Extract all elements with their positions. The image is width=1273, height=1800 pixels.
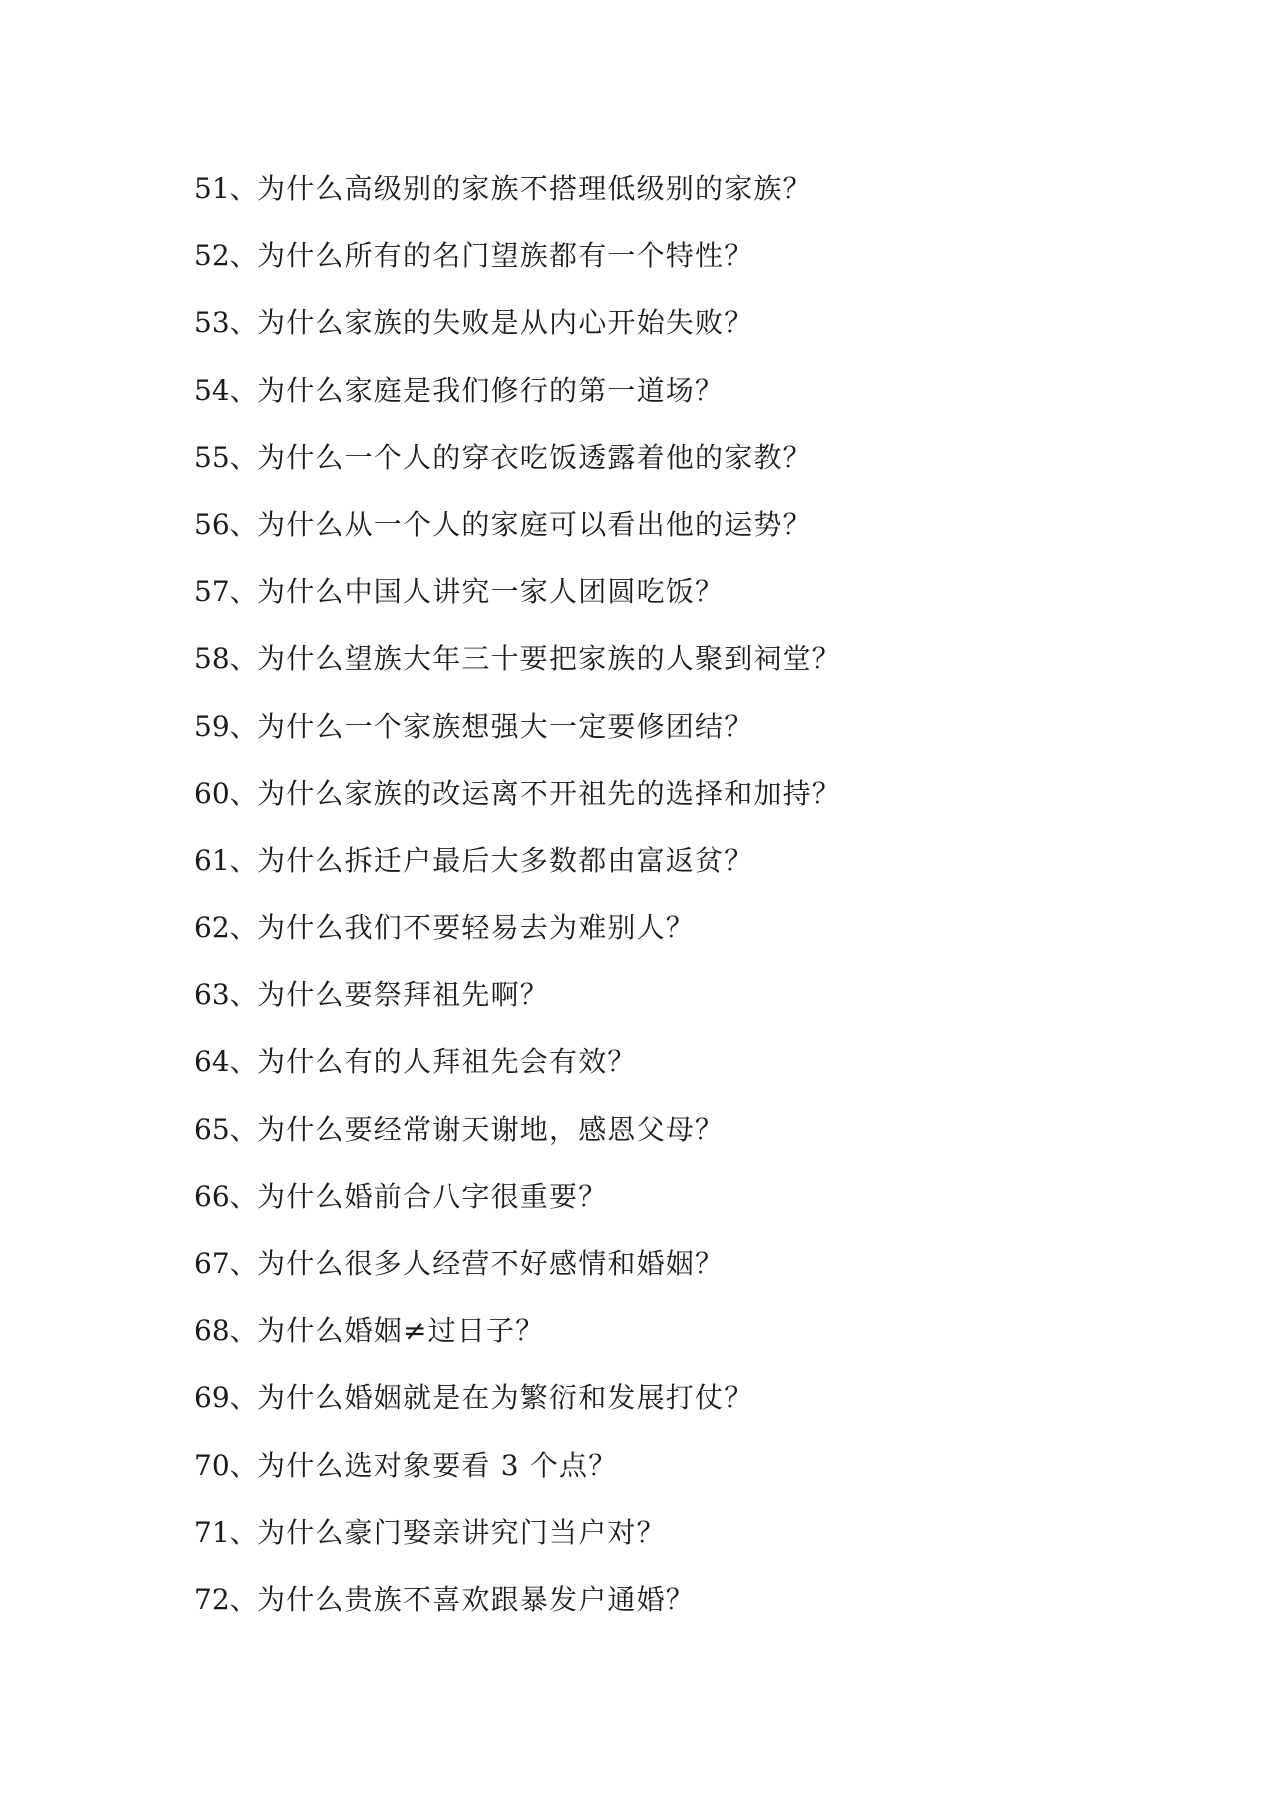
item-text: 为什么家族的失败是从内心开始失败？ [257, 306, 754, 340]
item-number: 68、 [194, 1314, 258, 1348]
item-text: 为什么要经常谢天谢地，感恩父母？ [257, 1112, 725, 1146]
list-item [194, 222, 1194, 289]
item-text: 为什么选对象要看 3 个点？ [257, 1448, 618, 1482]
list-item [194, 1499, 1194, 1566]
item-number: 54、 [194, 373, 258, 407]
item-text: 为什么拆迁户最后大多数都由富返贫？ [257, 843, 754, 877]
list-item [194, 1297, 1194, 1364]
item-number: 69、 [194, 1381, 258, 1415]
question-list [194, 155, 1194, 1633]
item-number: 53、 [194, 306, 258, 340]
list-item [194, 693, 1194, 760]
item-number: 56、 [194, 507, 258, 541]
item-number: 55、 [194, 440, 258, 474]
list-item [194, 1096, 1194, 1163]
item-text: 为什么一个人的穿衣吃饭透露着他的家教？ [257, 440, 812, 474]
list-item [194, 1566, 1194, 1633]
item-number: 70、 [194, 1448, 258, 1482]
item-number: 62、 [194, 911, 258, 945]
item-text: 为什么贵族不喜欢跟暴发户通婚？ [257, 1582, 696, 1616]
item-text: 为什么家庭是我们修行的第一道场？ [257, 373, 725, 407]
list-item [194, 558, 1194, 625]
item-text: 为什么我们不要轻易去为难别人？ [257, 911, 696, 945]
item-number: 59、 [194, 709, 258, 743]
item-number: 67、 [194, 1247, 258, 1280]
list-item [194, 491, 1194, 558]
list-item [194, 289, 1194, 356]
item-number: 58、 [194, 642, 258, 676]
list-item [194, 625, 1194, 692]
item-text: 为什么很多人经营不好感情和婚姻？ [257, 1247, 725, 1280]
list-item [194, 894, 1194, 961]
item-text: 为什么有的人拜祖先会有效？ [257, 1045, 637, 1079]
item-text: 为什么婚姻就是在为繁衍和发展打仗？ [257, 1381, 754, 1415]
item-text: 为什么中国人讲究一家人团圆吃饭？ [257, 575, 725, 609]
item-number: 63、 [194, 978, 258, 1012]
item-number: 65、 [194, 1112, 258, 1146]
item-number: 52、 [194, 239, 258, 273]
item-text: 为什么从一个人的家庭可以看出他的运势？ [257, 507, 812, 541]
item-text: 为什么望族大年三十要把家族的人聚到祠堂？ [257, 642, 842, 676]
item-number: 60、 [194, 776, 258, 810]
item-text: 为什么要祭拜祖先啊？ [257, 978, 550, 1012]
list-item [194, 357, 1194, 424]
list-item [194, 760, 1194, 827]
item-text: 为什么所有的名门望族都有一个特性？ [257, 239, 754, 273]
list-item [194, 1163, 1194, 1230]
list-item [194, 1364, 1194, 1431]
item-text: 为什么一个家族想强大一定要修团结？ [257, 709, 754, 743]
item-number: 61、 [194, 843, 258, 877]
item-number: 66、 [194, 1179, 258, 1213]
list-item [194, 424, 1194, 491]
item-text: 为什么家族的改运离不开祖先的选择和加持？ [257, 776, 842, 810]
item-text: 为什么婚前合八字很重要？ [257, 1179, 608, 1213]
list-item [194, 961, 1194, 1028]
item-number: 51、 [194, 172, 258, 205]
item-number: 72、 [194, 1582, 258, 1616]
list-item [194, 827, 1194, 894]
item-number: 64、 [194, 1045, 258, 1079]
item-text: 为什么豪门娶亲讲究门当户对？ [257, 1515, 666, 1549]
item-number: 71、 [194, 1515, 258, 1549]
item-text: 为什么高级别的家族不搭理低级别的家族？ [257, 172, 812, 205]
item-number: 57、 [194, 575, 258, 609]
list-item [194, 1230, 1194, 1297]
item-text: 为什么婚姻≠过日子？ [257, 1314, 545, 1348]
list-item [194, 1432, 1194, 1499]
list-item [194, 1028, 1194, 1095]
list-item [194, 155, 1194, 222]
